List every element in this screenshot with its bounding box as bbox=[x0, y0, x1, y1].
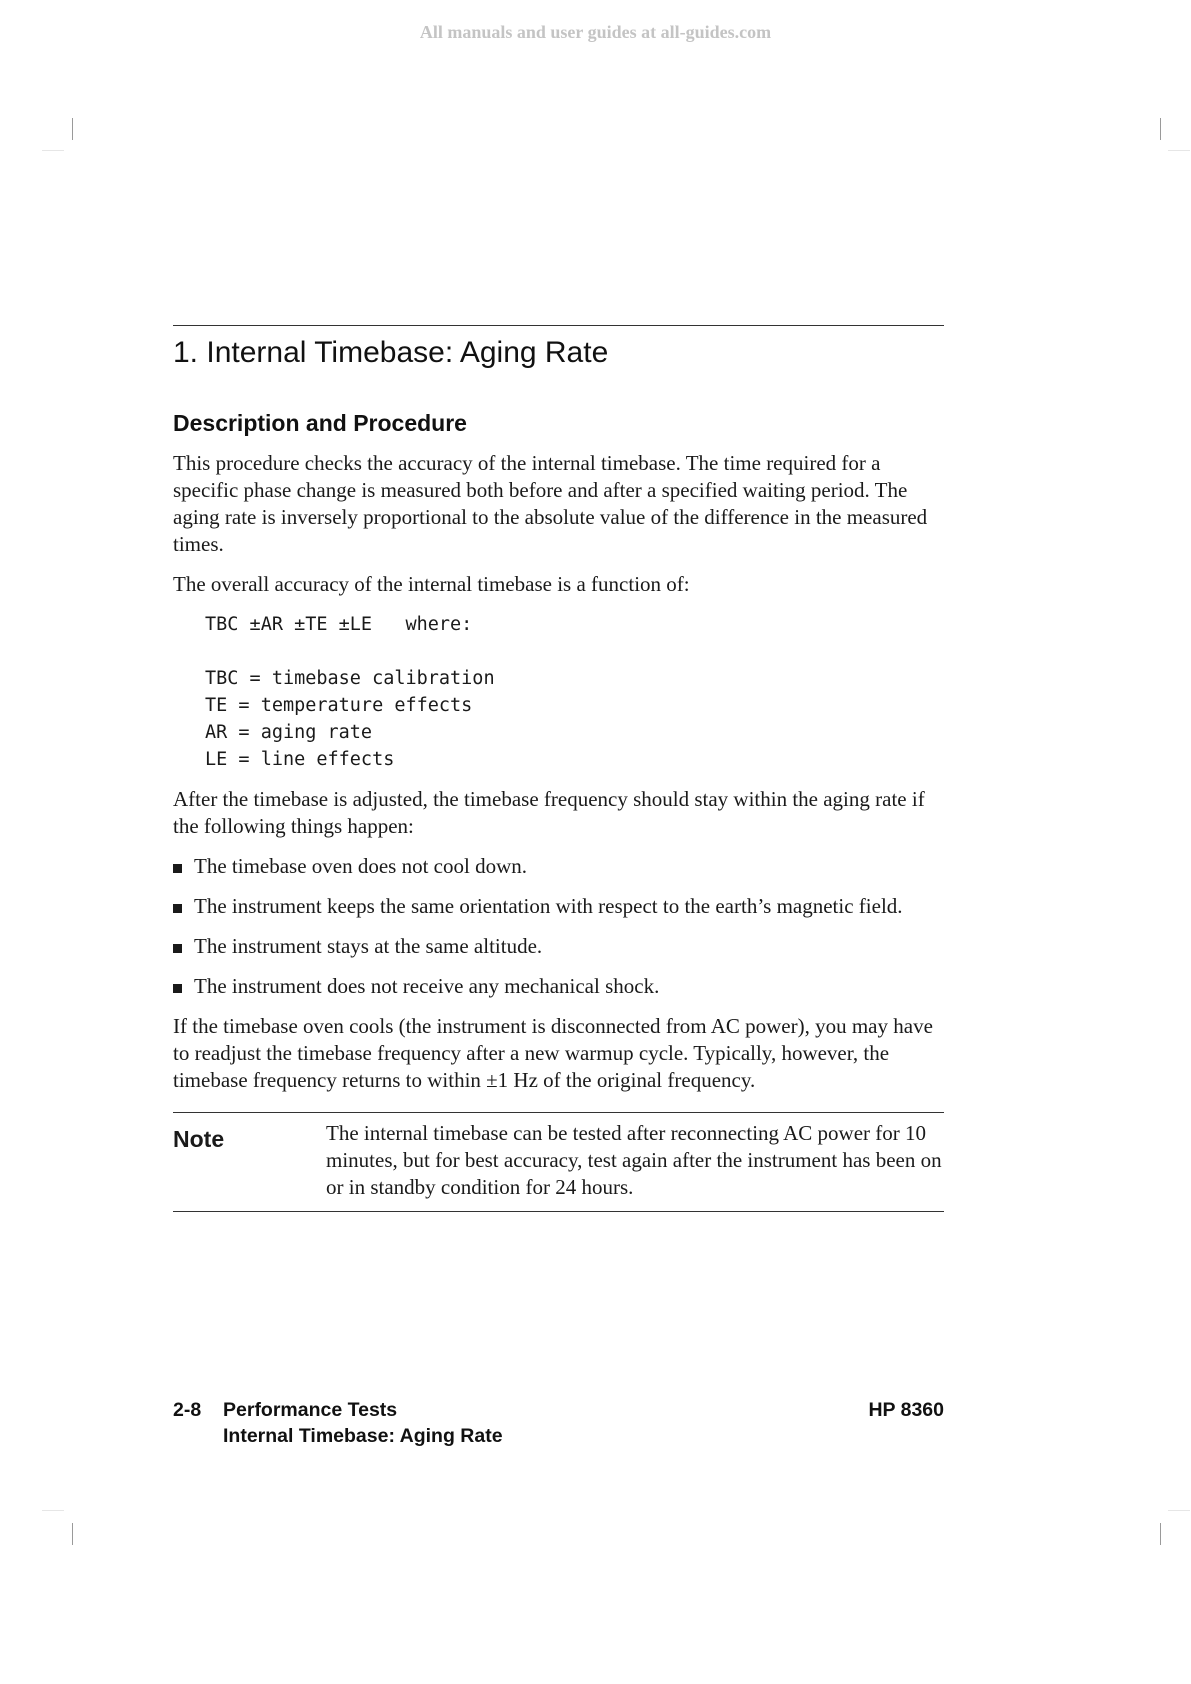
formula-line: TBC ±AR ±TE ±LE where: bbox=[205, 614, 473, 635]
oven-paragraph: If the timebase oven cools (the instrument is disconnected from AC power), you may have to readjust the timebase frequency after a new warmup cycle. Typically, however, the timebase frequency returns to within ±1 Hz of the original frequency. bbox=[173, 1014, 933, 1092]
formula-definition: AR = aging rate bbox=[205, 722, 373, 743]
footer-model: HP 8360 bbox=[868, 1399, 944, 1421]
crop-mark-bottom-right-h bbox=[1168, 1510, 1190, 1511]
intro-paragraph: This procedure checks the accuracy of the internal timebase. The time required for a specific phase change is measured both before and after a specified waiting period. The aging rate is inversely proportional to the absolute value of the difference in the measured times. bbox=[173, 451, 928, 556]
bullet-icon bbox=[173, 864, 182, 873]
formula-definition: TE = temperature effects bbox=[205, 695, 473, 716]
page-footer bbox=[173, 1397, 944, 1449]
conditions-list bbox=[173, 853, 944, 1000]
formula-definition: LE = line effects bbox=[205, 749, 395, 770]
footer-section: Internal Timebase: Aging Rate bbox=[223, 1425, 503, 1447]
note-box bbox=[173, 1113, 944, 1211]
bullet-icon bbox=[173, 904, 182, 913]
after-paragraph: After the timebase is adjusted, the timebase frequency should stay within the aging rate if the following things happen: bbox=[173, 787, 925, 838]
note-text: The internal timebase can be tested after reconnecting AC power for 10 minutes, but for best accuracy, test again after the instrument has been on or in standby condition for 24 hours. bbox=[326, 1121, 942, 1199]
list-item bbox=[173, 933, 944, 960]
list-item-text: The instrument does not receive any mechanical shock. bbox=[194, 974, 660, 998]
section-rule bbox=[173, 325, 944, 326]
list-item-text: The instrument stays at the same altitude. bbox=[194, 934, 543, 958]
bullet-icon bbox=[173, 984, 182, 993]
section-title: 1. Internal Timebase: Aging Rate bbox=[173, 336, 609, 369]
crop-mark-bottom-left bbox=[72, 1523, 73, 1545]
list-item bbox=[173, 853, 944, 880]
crop-mark-bottom-left-h bbox=[42, 1510, 64, 1511]
crop-mark-top-right bbox=[1160, 118, 1161, 140]
crop-mark-bottom-right bbox=[1160, 1523, 1161, 1545]
watermark: All manuals and user guides at all-guides.com bbox=[419, 22, 772, 42]
list-item-text: The instrument keeps the same orientation with respect to the earth’s magnetic field. bbox=[194, 894, 903, 918]
list-item bbox=[173, 973, 944, 1000]
bullet-icon bbox=[173, 944, 182, 953]
note-label: Note bbox=[173, 1126, 225, 1152]
list-item-text: The timebase oven does not cool down. bbox=[194, 854, 528, 878]
footer-chapter: Performance Tests bbox=[223, 1399, 398, 1421]
crop-mark-top-left-h bbox=[42, 150, 64, 151]
crop-mark-top-left bbox=[72, 118, 73, 140]
list-item bbox=[173, 893, 944, 920]
note-bottom-rule bbox=[173, 1211, 944, 1212]
formula-definition: TBC = timebase calibration bbox=[205, 668, 495, 689]
page-content bbox=[173, 325, 944, 1212]
page-number: 2-8 bbox=[173, 1399, 202, 1421]
subsection-title: Description and Procedure bbox=[173, 410, 467, 436]
crop-mark-top-right-h bbox=[1168, 150, 1190, 151]
overall-paragraph: The overall accuracy of the internal timebase is a function of: bbox=[173, 572, 690, 596]
